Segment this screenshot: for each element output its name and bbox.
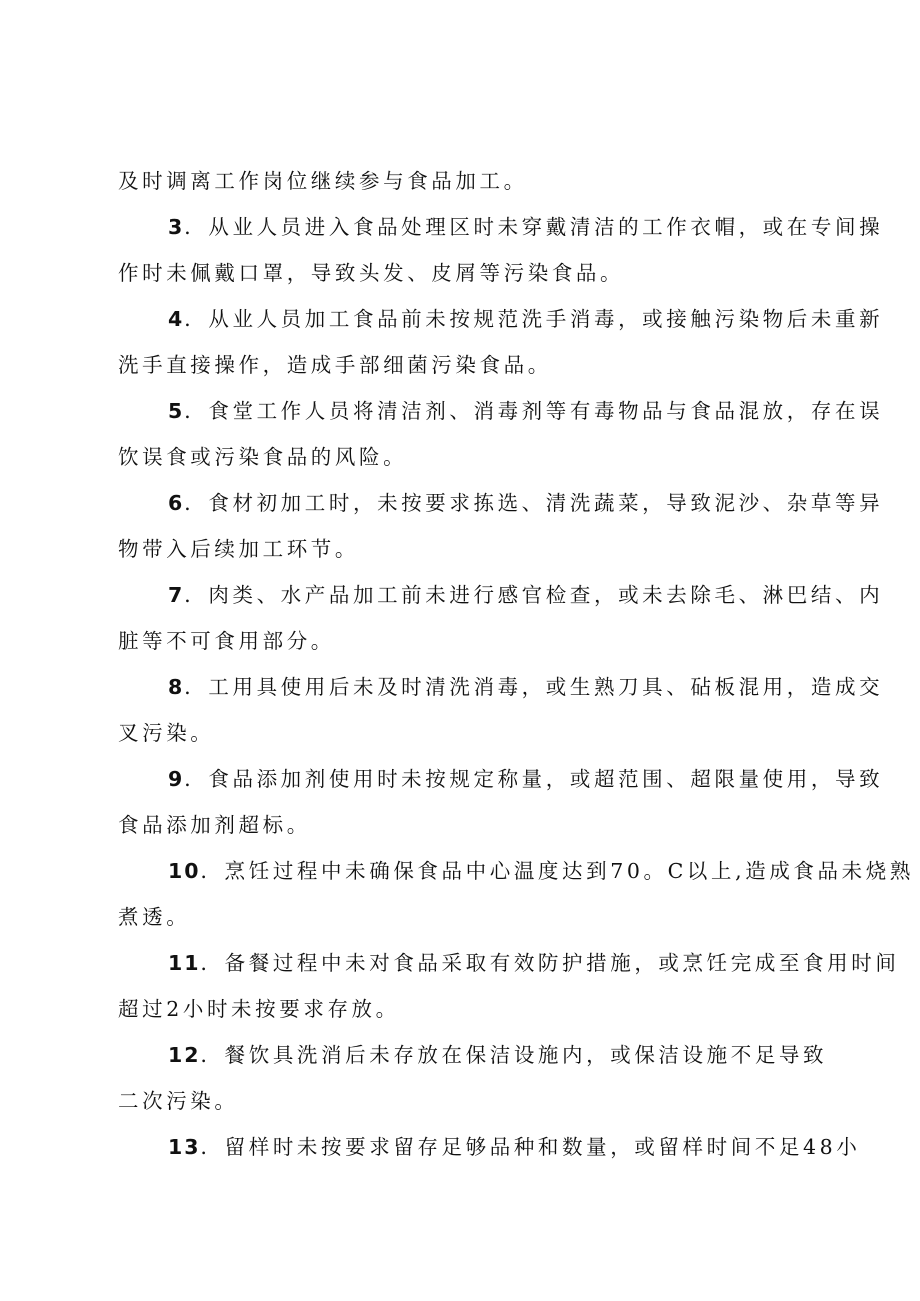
paragraph-7-line-2: 脏等不可食用部分。 (118, 629, 335, 653)
item-number: 5 (168, 399, 185, 423)
item-number: 13 (168, 1135, 201, 1159)
paragraph-11-line-1 (118, 940, 900, 986)
paragraph-text: ．留样时未按要求留存足够品种和数量，或留样时间不足48小 (200, 1135, 861, 1159)
paragraph-5-line-1 (118, 388, 884, 434)
item-number: 12 (168, 1043, 201, 1067)
item-number: 4 (168, 307, 185, 331)
paragraph-3-line-1 (118, 204, 884, 250)
paragraph-7-line-1 (118, 572, 884, 618)
paragraph-8-line-1 (118, 664, 884, 710)
paragraph-text: ．餐饮具洗消后未存放在保洁设施内，或保洁设施不足导致 (200, 1043, 828, 1067)
item-number: 3 (168, 215, 185, 239)
paragraph-10-line-2: 煮透。 (118, 905, 191, 929)
paragraph-6-line-1 (118, 480, 884, 526)
paragraph-4-line-2: 洗手直接操作，造成手部细菌污染食品。 (118, 353, 552, 377)
item-number: 10 (168, 859, 201, 883)
paragraph-13-line-1 (118, 1124, 861, 1170)
item-number: 6 (168, 491, 185, 515)
paragraph-text: ．肉类、水产品加工前未进行感官检查，或未去除毛、淋巴结、内 (184, 583, 884, 607)
paragraph-9-line-2: 食品添加剂超标。 (118, 813, 311, 837)
paragraph-9-line-1 (118, 756, 884, 802)
paragraph-text: ．食品添加剂使用时未按规定称量，或超范围、超限量使用，导致 (184, 767, 884, 791)
paragraph-text: ．工用具使用后未及时清洗消毒，或生熟刀具、砧板混用，造成交 (184, 675, 884, 699)
paragraph-4-line-1 (118, 296, 884, 342)
item-number: 7 (168, 583, 185, 607)
item-number: 8 (168, 675, 185, 699)
paragraph-10-line-1 (118, 848, 914, 894)
paragraph-12-line-2: 二次污染。 (118, 1089, 239, 1113)
paragraph-3-line-2: 作时未佩戴口罩，导致头发、皮屑等污染食品。 (118, 261, 625, 285)
item-number: 11 (168, 951, 201, 975)
paragraph-text: ．烹饪过程中未确保食品中心温度达到70。C以上,造成食品未烧熟 (200, 859, 914, 883)
document-body (118, 158, 914, 1170)
paragraph-text: ．食堂工作人员将清洁剂、消毒剂等有毒物品与食品混放，存在误 (184, 399, 884, 423)
paragraph-text: ．从业人员进入食品处理区时未穿戴清洁的工作衣帽，或在专间操 (184, 215, 884, 239)
paragraph-11-line-2: 超过2小时未按要求存放。 (118, 997, 400, 1021)
paragraph-12-line-1 (118, 1032, 828, 1078)
paragraph-text: ．食材初加工时，未按要求拣选、清洗蔬菜，导致泥沙、杂草等异 (184, 491, 884, 515)
paragraph-8-line-2: 叉污染。 (118, 721, 215, 745)
item-number: 9 (168, 767, 185, 791)
paragraph-text: ．从业人员加工食品前未按规范洗手消毒，或接触污染物后未重新 (184, 307, 884, 331)
paragraph-line: 及时调离工作岗位继续参与食品加工。 (118, 169, 528, 193)
paragraph-6-line-2: 物带入后续加工环节。 (118, 537, 359, 561)
paragraph-text: ．备餐过程中未对食品采取有效防护措施，或烹饪完成至食用时间 (200, 951, 900, 975)
paragraph-5-line-2: 饮误食或污染食品的风险。 (118, 445, 408, 469)
